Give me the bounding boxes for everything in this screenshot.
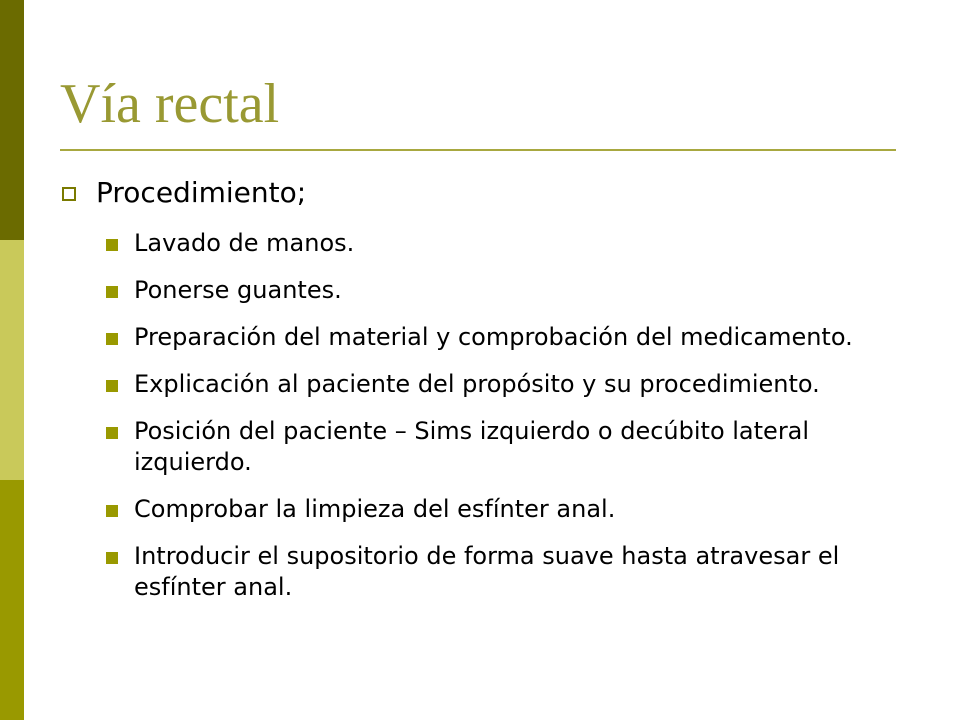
slide-title: Vía rectal [60, 73, 280, 135]
slide-body [60, 172, 920, 619]
filled-square-bullet-icon [106, 552, 118, 564]
side-bar-middle [0, 240, 24, 480]
procedure-step-text: Comprobar la limpieza del esfínter anal. [134, 495, 616, 523]
procedure-step-text: Lavado de manos. [134, 229, 355, 257]
procedure-step-text: Introducir el supositorio de forma suave hasta atravesar el esfínter anal. [134, 542, 840, 601]
bullet-heading [60, 172, 920, 214]
procedure-step [60, 416, 920, 478]
procedure-step-text: Explicación al paciente del propósito y su procedimiento. [134, 370, 820, 398]
procedure-step-text: Preparación del material y comprobación del medicamento. [134, 323, 853, 351]
procedure-step [60, 494, 920, 525]
side-bar-bottom [0, 480, 24, 720]
procedure-step [60, 275, 920, 306]
procedure-step [60, 369, 920, 400]
procedure-steps-list [60, 228, 920, 603]
hollow-square-bullet-icon [62, 187, 76, 201]
filled-square-bullet-icon [106, 286, 118, 298]
filled-square-bullet-icon [106, 333, 118, 345]
filled-square-bullet-icon [106, 505, 118, 517]
side-bar-top [0, 0, 24, 240]
procedure-step [60, 541, 920, 603]
filled-square-bullet-icon [106, 239, 118, 251]
bullet-heading-text: Procedimiento; [96, 176, 307, 209]
procedure-step [60, 322, 920, 353]
procedure-step-text: Posición del paciente – Sims izquierdo o decúbito lateral izquierdo. [134, 417, 810, 476]
title-divider [60, 149, 896, 151]
filled-square-bullet-icon [106, 380, 118, 392]
procedure-step-text: Ponerse guantes. [134, 276, 342, 304]
procedure-step [60, 228, 920, 259]
filled-square-bullet-icon [106, 427, 118, 439]
